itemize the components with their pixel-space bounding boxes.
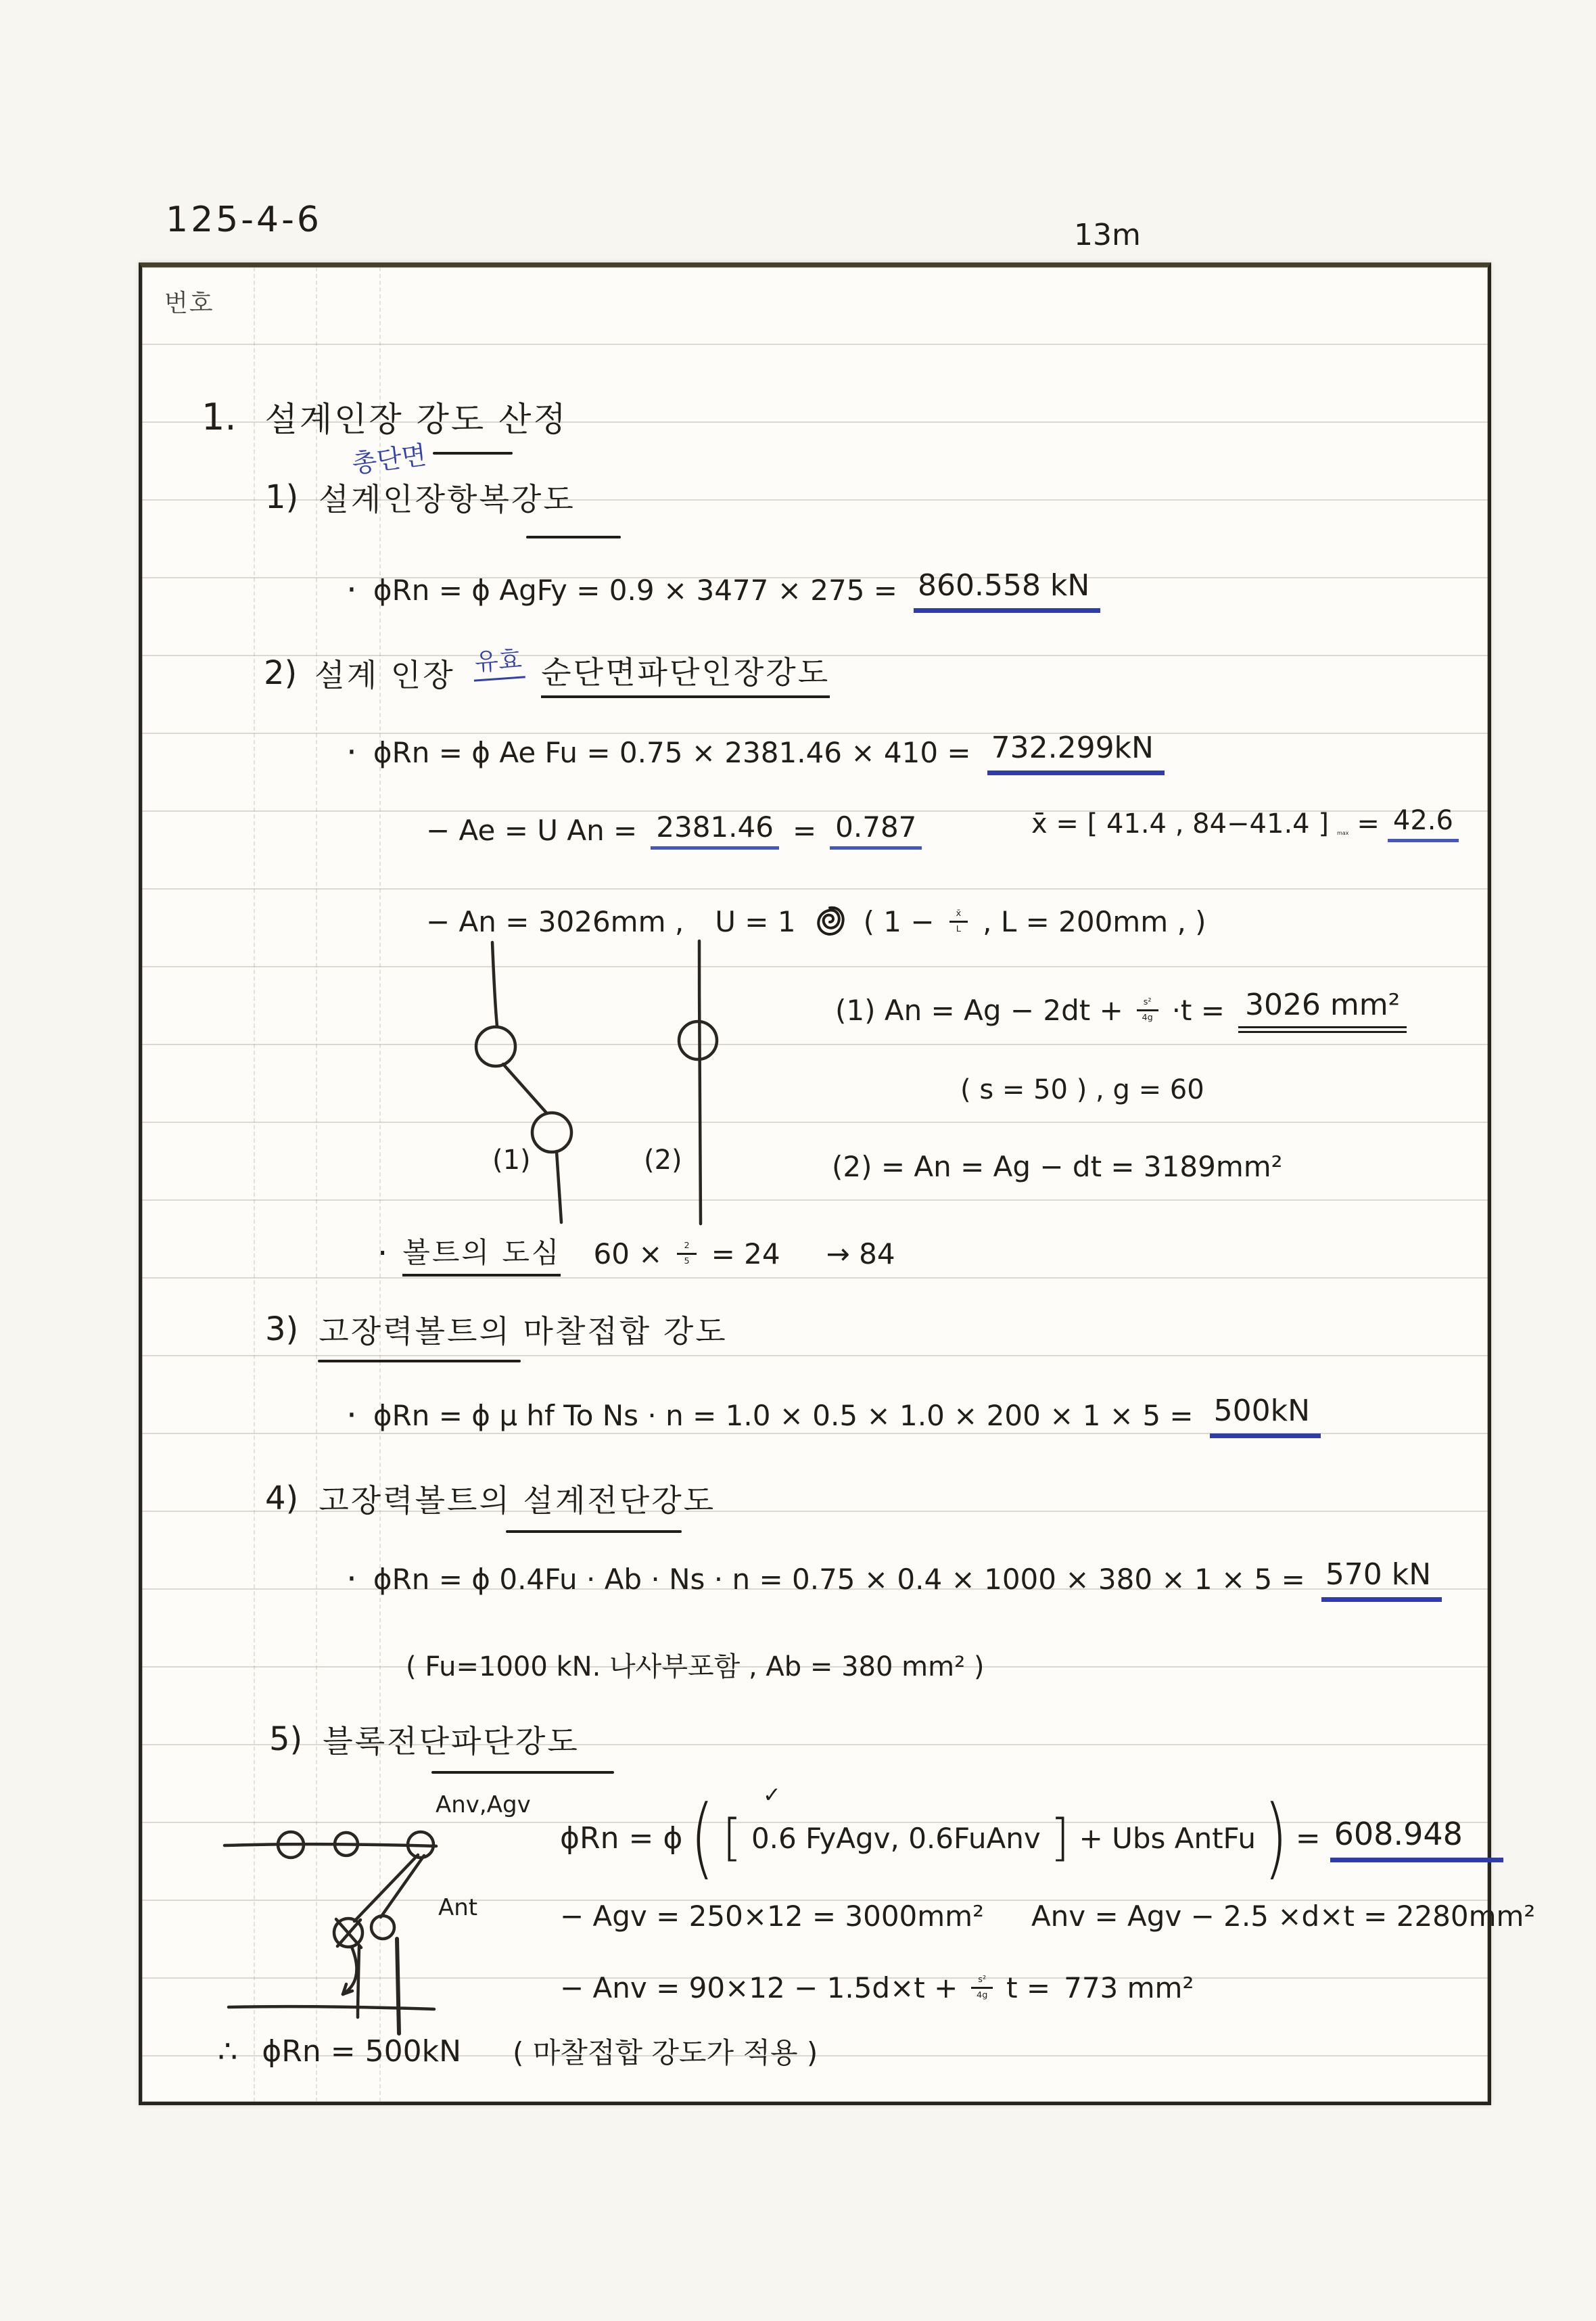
- max-subscript: max: [1336, 830, 1349, 836]
- fraction-denominator: 5: [684, 1256, 690, 1266]
- main-title-text: 설계인장 강도 산정: [264, 400, 568, 439]
- section3-heading: [265, 1307, 728, 1352]
- s2-over-4g-fraction: [1137, 998, 1158, 1022]
- bracket-close: ]: [1050, 1808, 1070, 1867]
- main-title-number: 1.: [202, 395, 237, 438]
- section2-heading: [264, 645, 830, 698]
- section4-formula: ϕRn = ϕ 0.4Fu · Ab · Ns · n = 0.75 × 0.4 × 1000 × 380 × 1 × 5 =: [373, 1562, 1305, 1596]
- gross-shear-area-line: [560, 1900, 1535, 1933]
- agv-value: − Agv = 250×12 = 3000mm²: [560, 1900, 984, 1933]
- ae-value: 2381.46: [651, 810, 779, 850]
- equals-sign: =: [792, 813, 817, 847]
- anv-short-value: Anv = Agv − 2.5 ×d×t = 2280mm²: [1031, 1900, 1536, 1933]
- section5-formula-pre: ϕRn = ϕ: [560, 1820, 683, 1856]
- net-shear-area-line: [560, 1948, 1194, 2027]
- equals-sign: =: [1295, 1820, 1321, 1856]
- header-right-note: 13m: [1074, 218, 1141, 252]
- underline-stroke: [431, 1771, 614, 1774]
- sketch-label-2: (2): [644, 1145, 682, 1176]
- section5-number: 5): [269, 1720, 303, 1758]
- fraction-denominator: 4g: [977, 1990, 988, 2000]
- bracket-open: [: [722, 1808, 742, 1867]
- fraction-numerator: s²: [1137, 998, 1158, 1011]
- section4-title: 고장력볼트의 설계전단강도: [319, 1482, 716, 1519]
- section1-title: 설계인장항복강도: [319, 481, 576, 518]
- big-paren-close: ): [1263, 1786, 1288, 1889]
- bullet-dot: ·: [346, 1559, 357, 1599]
- arrow-result: → 84: [826, 1237, 895, 1270]
- section2-result: 732.299kN: [987, 729, 1165, 775]
- section2-title-pre: 설계 인장: [314, 657, 455, 693]
- section5-formula-mid: + Ubs AntFu: [1079, 1821, 1257, 1855]
- equals-sign: =: [1357, 808, 1380, 840]
- underline-stroke: [318, 1360, 521, 1362]
- bullet-dot: ·: [346, 733, 357, 772]
- anv-expression: − Anv = 90×12 − 1.5d×t +: [560, 1971, 958, 2004]
- eq1-times-t: ·t =: [1171, 993, 1225, 1027]
- section1-formula-line: [346, 567, 1100, 613]
- bolt-failure-path-sketch: [467, 937, 751, 1228]
- section3-title: 고장력볼트의 마찰접합 강도: [319, 1313, 728, 1350]
- section3-number: 3): [265, 1310, 299, 1348]
- corner-label: 번호: [164, 290, 214, 317]
- bolt-calc-pre: 60 ×: [593, 1237, 663, 1270]
- scribble-mark: [811, 902, 849, 940]
- an-value: − An = 3026mm ,: [426, 904, 684, 938]
- blue-annotation-gross-section: 총단면: [350, 440, 428, 479]
- bullet-dot: ·: [346, 570, 357, 610]
- section2-title-post: 순단면파단인장강도: [541, 648, 830, 698]
- fraction-numerator: 2: [677, 1241, 696, 1254]
- two-fifths-fraction: [677, 1241, 696, 1266]
- conclusion-value: ϕRn = 500kN: [262, 2033, 461, 2069]
- section5-formula-line: [560, 1782, 1503, 1889]
- section4-formula-line: [346, 1556, 1442, 1602]
- therefore-symbol: ∴: [218, 2033, 238, 2069]
- bolt-calc-result: = 24: [711, 1237, 780, 1270]
- ae-expression: − Ae = U An =: [426, 813, 638, 847]
- s2-over-4g-fraction: [971, 1975, 993, 2000]
- underline-stroke: [433, 452, 513, 455]
- anv-result: 773 mm²: [1064, 1971, 1194, 2004]
- bolt-centroid-line: [377, 1216, 895, 1291]
- conclusion-note: ( 마찰접합 강도가 적용 ): [512, 2036, 818, 2069]
- shear-area-label: Anv,Agv: [436, 1791, 531, 1818]
- underline-stroke: [506, 1530, 682, 1533]
- underline-stroke: [526, 536, 621, 538]
- anv-times-t: t =: [1006, 1971, 1051, 2004]
- section5-result: 608.948: [1330, 1814, 1503, 1862]
- eq1-expression: (1) An = Ag − 2dt +: [835, 993, 1123, 1027]
- net-area-eq1-line: [835, 966, 1407, 1054]
- section2-formula: ϕRn = ϕ Ae Fu = 0.75 × 2381.46 × 410 =: [373, 735, 971, 769]
- section3-formula: ϕRn = ϕ μ hf To Ns · n = 1.0 × 0.5 × 1.0 × 200 × 1 × 5 =: [373, 1398, 1194, 1432]
- u-factor-value: 0.787: [830, 810, 922, 850]
- bullet-dot: ·: [346, 1396, 357, 1435]
- bolt-centroid-label: 볼트의 도심: [402, 1231, 561, 1277]
- xbar-line: [1031, 805, 1459, 842]
- tension-area-label: Ant: [438, 1894, 478, 1921]
- section4-parameters-note: ( Fu=1000 kN. 나사부포함 , Ab = 380 mm² ): [406, 1651, 985, 1682]
- blue-annotation-effective: 유효: [471, 640, 525, 681]
- section1-formula: ϕRn = ϕ AgFy = 0.9 × 3477 × 275 =: [373, 573, 897, 607]
- conclusion-line: [218, 2031, 818, 2071]
- section1-heading: [265, 475, 576, 520]
- page-code: 125-4-6: [166, 200, 322, 240]
- section3-formula-line: [346, 1392, 1321, 1438]
- section5-heading: [269, 1717, 580, 1762]
- fraction-denominator: 4g: [1142, 1012, 1153, 1023]
- bullet-dot: ·: [377, 1235, 388, 1272]
- eq1-result: 3026 mm²: [1238, 988, 1407, 1033]
- fraction-denominator: L: [956, 923, 961, 934]
- section2-number: 2): [264, 654, 298, 692]
- section4-number: 4): [265, 1479, 299, 1517]
- big-paren-open: (: [690, 1786, 715, 1889]
- section2-formula-line: [346, 729, 1165, 775]
- fraction-numerator: s²: [971, 1975, 993, 1988]
- section4-heading: [265, 1476, 715, 1521]
- u-expression: U = 1: [715, 904, 796, 938]
- xbar-expression: x̄ = [ 41.4 , 84−41.4 ]: [1031, 808, 1329, 840]
- stagger-params: ( s = 50 ) , g = 60: [960, 1074, 1204, 1105]
- section5-title: 블록전단파단강도: [323, 1723, 580, 1760]
- xbar-value: 42.6: [1388, 805, 1459, 842]
- paren-open: ( 1 −: [863, 904, 935, 938]
- length-value: , L = 200mm , ): [983, 904, 1206, 938]
- section1-result: 860.558 kN: [914, 567, 1100, 613]
- fraction-numerator: x̄: [949, 909, 968, 922]
- section3-result: 500kN: [1210, 1392, 1321, 1438]
- section4-result: 570 kN: [1321, 1556, 1442, 1602]
- checkmark: ✓: [763, 1782, 781, 1808]
- main-title: [202, 392, 568, 441]
- xbar-over-L-fraction: [949, 909, 968, 934]
- section1-number: 1): [265, 478, 299, 516]
- net-area-eq2-line: (2) = An = Ag − dt = 3189mm²: [832, 1150, 1283, 1183]
- sketch-label-1: (1): [492, 1145, 531, 1176]
- section5-formula-inner: 0.6 FyAgv, 0.6FuAnv: [751, 1821, 1041, 1855]
- effective-area-line: [426, 810, 922, 850]
